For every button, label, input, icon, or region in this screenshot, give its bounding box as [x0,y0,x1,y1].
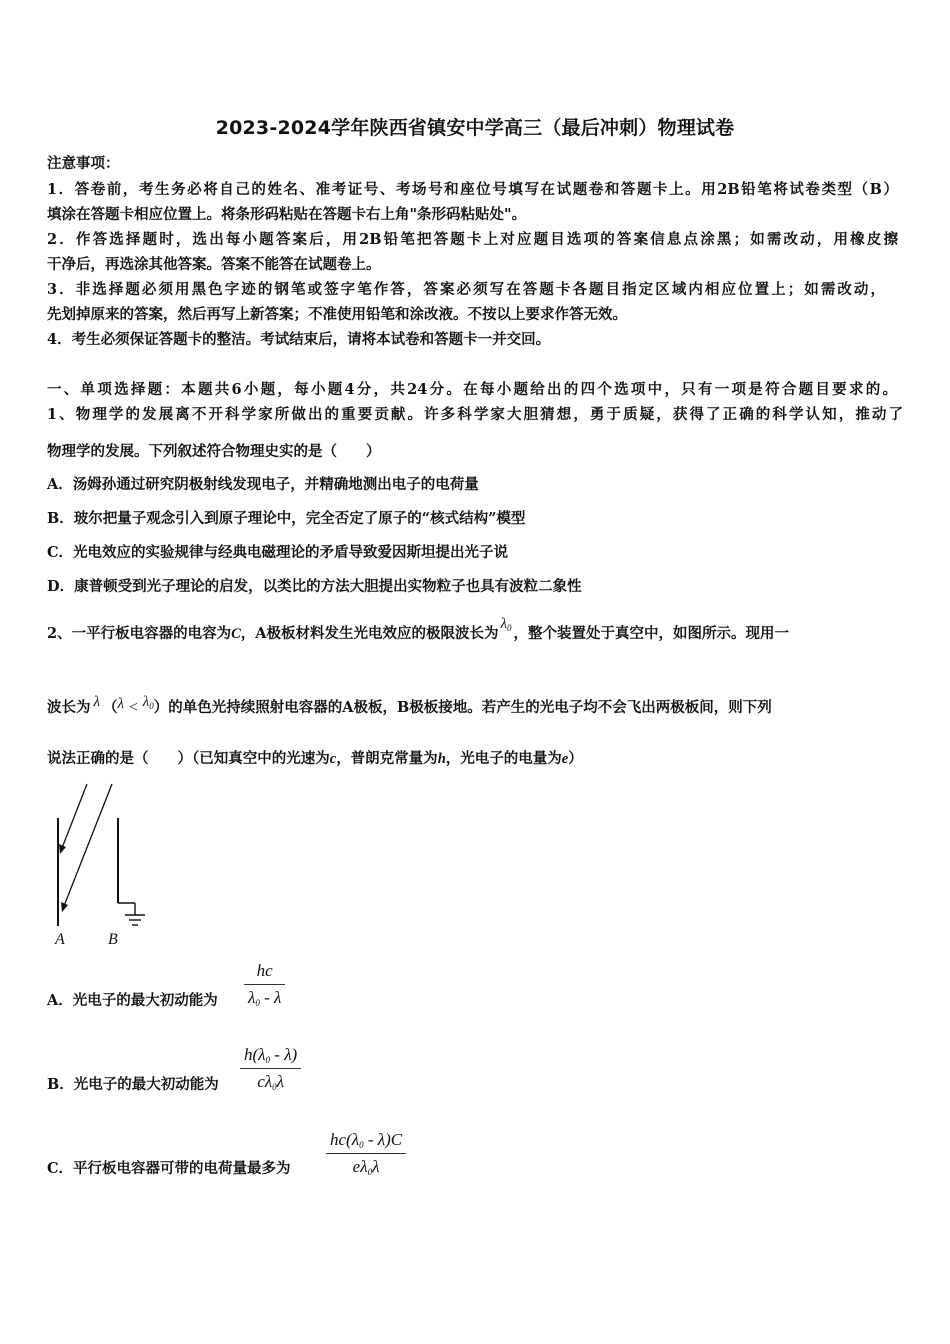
formula-c: $hc(\lambda_0 - \lambda)C$ $e\lambda_0\lambda$ [326,1130,406,1177]
question-2-option-b: B．光电子的最大初动能为 [47,1076,219,1093]
notice-line: 1．答卷前，考生务必将自己的姓名、准考证号、考场号和座位号填写在试题卷和答题卡上。用2B铅笔将试卷类型（B） [47,181,898,198]
question-1-stem: 物理学的发展。下列叙述符合物理史实的是（ ） [47,443,381,460]
notice-line: 干净后，再选涂其他答案。答案不能答在试题卷上。 [47,256,381,273]
question-1-stem: 1、物理学的发展离不开科学家所做出的重要贡献。许多科学家大胆猜想，勇于质疑，获得了正确的科学认知，推动了 [47,406,903,423]
question-1-option-a: A．汤姆孙通过研究阴极射线发现电子，并精确地测出电子的电荷量 [47,476,479,493]
question-1-option-d: D．康普顿受到光子理论的启发，以类比的方法大胆提出实物粒子也具有波粒二象性 [47,578,582,595]
page-title: 2023-2024学年陕西省镇安中学高三（最后冲刺）物理试卷 [215,117,735,139]
capacitor-figure [45,778,155,950]
question-1-option-b: B．玻尔把量子观念引入到原子理论中，完全否定了原子的“核式结构”模型 [47,510,526,527]
plate-b-label: B [108,931,118,948]
notice-line: 先划掉原来的答案，然后再写上新答案；不准使用铅笔和涂改液。不按以上要求作答无效。 [47,306,627,323]
plate-a-label: A [55,931,65,948]
notice-line: 3．非选择题必须用黑色字迹的钢笔或签字笔作答，答案必须写在答题卡各题目指定区域内相应位置上；如需改动， [47,281,885,298]
question-2-stem-line1: 2、一平行板电容器的电容为C，A极板材料发生光电效应的极限波长为$\lambda_0$ ，整个装置处于真空中，如图所示。现用一 [47,616,790,642]
formula-a: hc $\lambda_0$ - λ [244,961,285,1008]
notice-heading: 注意事项： [47,155,120,172]
formula-b: $h(\lambda_0 - \lambda)$ $c\lambda_0\lambda$ [240,1045,301,1092]
light-ray-arrow-icon [59,784,87,854]
question-2-option-c: C．平行板电容器可带的电荷量最多为 [47,1160,291,1177]
question-1-option-c: C．光电效应的实验规律与经典电磁理论的矛盾导致爱因斯坦提出光子说 [47,544,509,561]
question-2-option-a: A．光电子的最大初动能为 [47,992,218,1009]
notice-line: 填涂在答题卡相应位置上。将条形码粘贴在答题卡右上角"条形码粘贴处"。 [47,206,527,223]
question-2-stem-line3: 说法正确的是（ ）（已知真空中的光速为c，普朗克常量为h，光电子的电量为e） [47,750,583,767]
light-ray-arrow-icon [61,784,112,912]
notice-line: 4．考生必须保证答题卡的整洁。考试结束后，请将本试卷和答题卡一并交回。 [47,331,551,348]
question-2-stem-line2: 波长为 λ $(\lambda < \lambda_0)$的单色光持续照射电容器的A极板，B极板接地。若产生的光电子均不会飞出两极板间，则下列 [47,694,772,716]
section-heading: 一、单项选择题：本题共6小题，每小题4分，共24分。在每小题给出的四个选项中，只有一项是符合题目要求的。 [47,381,897,398]
ground-icon [125,915,145,925]
notice-line: 2．作答选择题时，选出每小题答案后，用2B铅笔把答题卡上对应题目选项的答案信息点涂黑；如需改动，用橡皮擦 [47,231,898,248]
